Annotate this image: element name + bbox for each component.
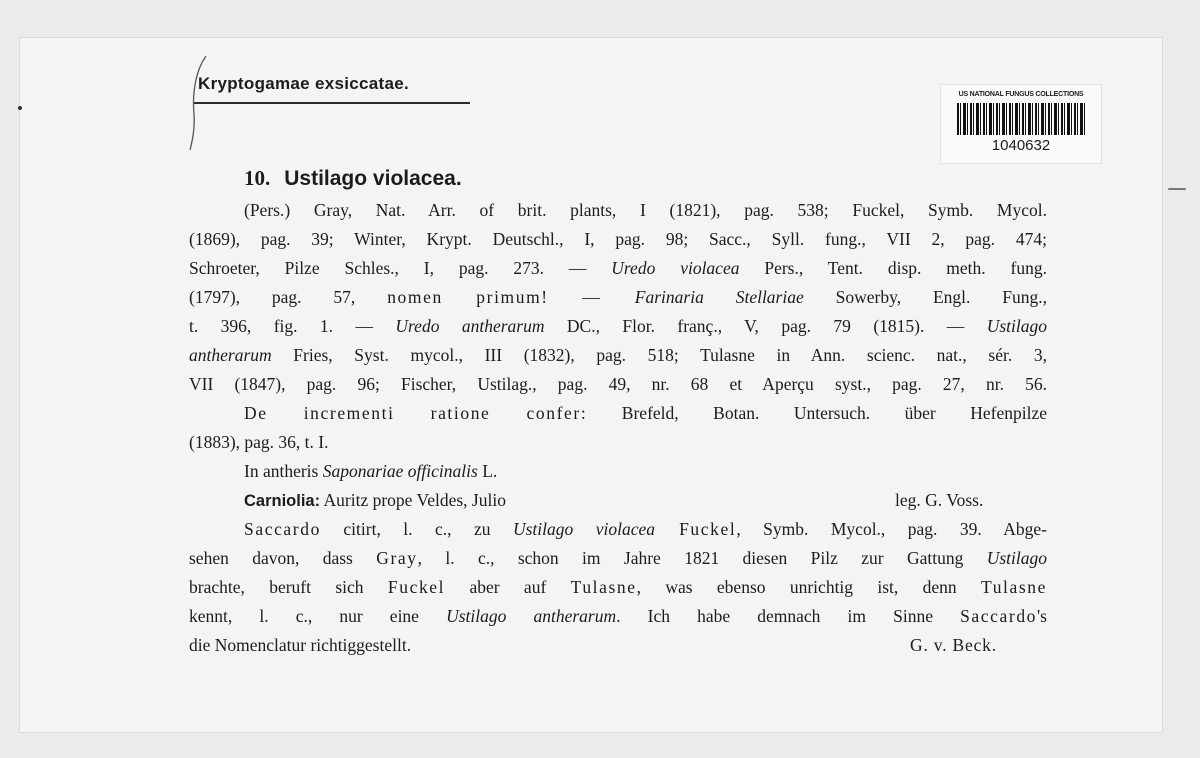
- speck-dot: [18, 106, 22, 110]
- text-run: Brefeld, Botan. Untersuch. über Hefenpilze: [587, 403, 1047, 423]
- text-run: Saccardo: [244, 519, 321, 539]
- text-run: nomen primum! —: [387, 287, 635, 307]
- text-run: Saccardo: [960, 606, 1038, 626]
- locality-region: Carniolia:: [244, 492, 321, 510]
- taxon-name: Uredo violacea: [611, 258, 740, 278]
- host-name: Saponariae officinalis: [322, 461, 478, 481]
- text-run: Fries, Syst. mycol., III (1832), pag. 518; Tulasne in Ann. scienc. nat., sér. 3,: [271, 345, 1047, 365]
- text-run: die Nomenclatur richtiggestellt.: [189, 635, 412, 655]
- text-run: sehen davon, dass: [189, 548, 377, 568]
- text-run: (Pers.) Gray, Nat. Arr. of brit. plants, I (1821), pag. 538; Fuckel, Symb. Mycol.: [244, 200, 1047, 220]
- text-run: kennt, l. c., nur eine: [189, 606, 447, 626]
- text-run: Schroeter, Pilze Schles., I, pag. 273. —: [189, 258, 612, 278]
- speck-dot: [1168, 188, 1186, 190]
- species-heading: [244, 166, 462, 191]
- text-run: (1869), pag. 39; Winter, Krypt. Deutschl., I, pag. 98; Sacc., Syll. fung., VII 2, pag. 474;: [189, 229, 1047, 249]
- note-line: [189, 548, 1047, 569]
- text-run: VII (1847), pag. 96; Fischer, Ustilag., pag. 49, nr. 68 et Aperçu syst., pag. 27, nr. 56.: [189, 374, 1047, 394]
- text-run: . Ich habe demnach im Sinne: [616, 606, 961, 626]
- institution-barcode-label: [940, 84, 1102, 164]
- taxon-name: Uredo antherarum: [395, 316, 545, 336]
- text-run: L.: [477, 461, 498, 481]
- development-line: [244, 403, 1047, 424]
- text-run: Tulasne: [570, 577, 637, 597]
- text-run: (1797), pag. 57,: [189, 287, 388, 307]
- text-run: , was ebenso unrichtig ist, denn: [636, 577, 982, 597]
- synonymy-line: [189, 287, 1047, 308]
- taxon-name: antherarum: [189, 345, 272, 365]
- text-run: DC., Flor. franç., V, pag. 79 (1815). —: [544, 316, 987, 336]
- text-run: , l. c., schon im Jahre 1821 diesen Pilz zur Gattung: [417, 548, 987, 568]
- text-run: In antheris: [244, 461, 323, 481]
- note-line: [244, 519, 1047, 540]
- synonymy-line: [189, 316, 1047, 337]
- locality-place: Auritz prope Veldes, Julio: [320, 490, 506, 510]
- note-author: G. v. Beck.: [910, 635, 997, 655]
- text-run: Fuckel: [655, 519, 737, 539]
- series-title-rule: [194, 102, 470, 104]
- text-run: , Symb. Mycol., pag. 39. Abge-: [736, 519, 1047, 539]
- taxon-name: Ustilago violacea: [512, 519, 656, 539]
- text-run: 's: [1037, 606, 1047, 626]
- taxon-name: Farinaria Stellariae: [634, 287, 804, 307]
- text-run: brachte, beruft sich: [189, 577, 388, 597]
- species-name: Ustilago violacea.: [284, 167, 462, 190]
- synonymy-line: [244, 200, 1047, 221]
- text-run: Sowerby, Engl. Fung.,: [803, 287, 1047, 307]
- synonymy-line: [189, 258, 1047, 279]
- taxon-name: Ustilago: [986, 316, 1047, 336]
- text-run: aber auf: [445, 577, 571, 597]
- synonymy-line: [189, 345, 1047, 366]
- barcode-number: 1040632: [991, 137, 1051, 154]
- note-line: [189, 577, 1047, 598]
- taxon-name: Ustilago antherarum: [446, 606, 617, 626]
- synonymy-line: [189, 374, 1047, 395]
- collector: leg. G. Voss.: [895, 490, 984, 510]
- series-title: Kryptogamae exsiccatae.: [198, 74, 410, 93]
- text-run: Tulasne: [981, 577, 1047, 597]
- text-run: Fuckel: [387, 577, 446, 597]
- barcode-icon: [957, 103, 1085, 135]
- text-run: De incrementi ratione confer:: [244, 403, 588, 423]
- note-line: [189, 606, 1047, 627]
- synonymy-line: [189, 229, 1047, 250]
- habitat-line: [244, 461, 1047, 482]
- institution-name: US NATIONAL FUNGUS COLLECTIONS: [958, 91, 1084, 98]
- text-run: (1883), pag. 36, t. I.: [189, 432, 329, 452]
- text-run: Gray: [376, 548, 418, 568]
- text-run: t. 396, fig. 1. —: [189, 316, 396, 336]
- taxon-name: Ustilago: [986, 548, 1047, 568]
- species-number: 10.: [244, 166, 271, 190]
- text-run: citirt, l. c., zu: [320, 519, 513, 539]
- development-line: [189, 432, 1047, 453]
- text-run: Pers., Tent. disp. meth. fung.: [739, 258, 1047, 278]
